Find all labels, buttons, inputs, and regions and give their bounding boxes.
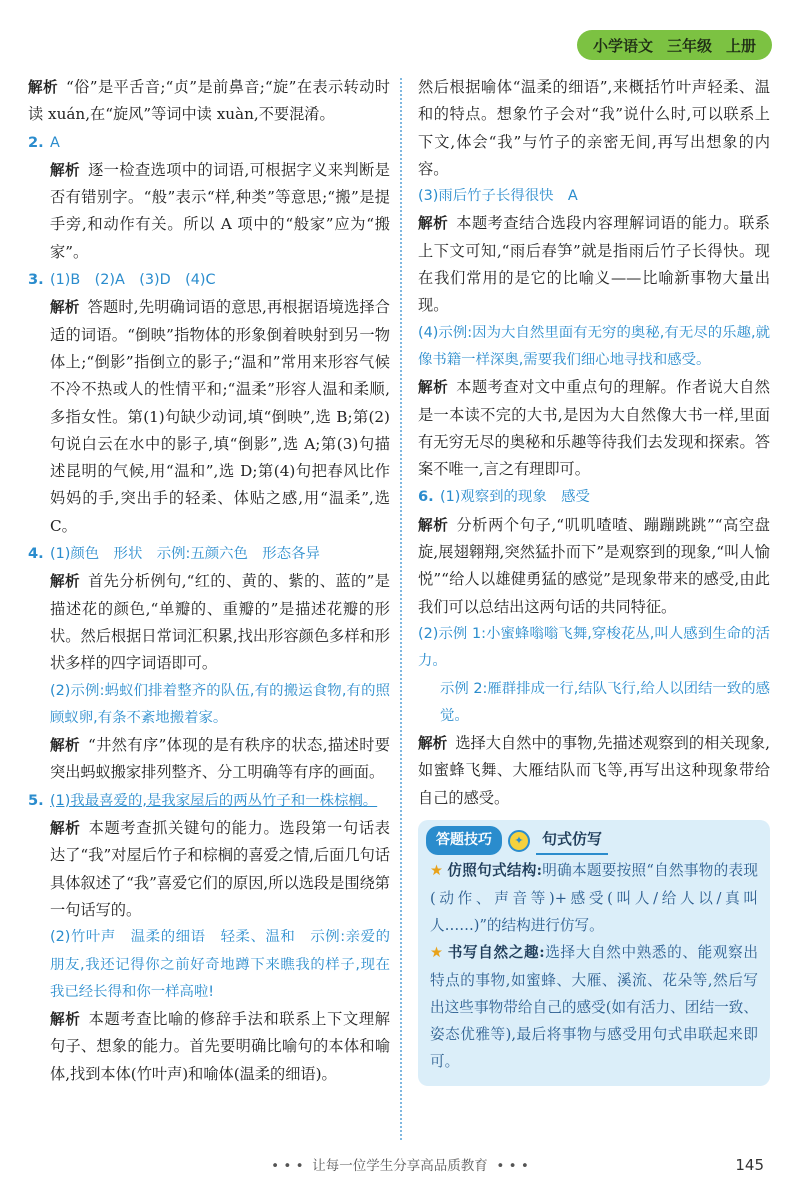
analysis-label: 解析 (50, 1011, 81, 1029)
column-divider (400, 78, 402, 1140)
question-5 (28, 787, 390, 1088)
analysis-paragraph (28, 74, 390, 129)
continued-text: 然后根据喻体“温柔的细语”,来概括竹叶声轻柔、温和的特点。想象竹子会对“我”说什么时,可以联系上下文,体会“我”与竹子的亲密无间,再写出想象的内容。 (418, 78, 770, 178)
star-icon: ★ (430, 944, 444, 962)
page-number: 145 (735, 1156, 764, 1174)
answer-text: (1)我最喜爱的,是我家屋后的两丛竹子和一株棕榈。 (50, 792, 378, 809)
tips-title: 句式仿写 (536, 826, 608, 855)
question-number: 3. (28, 271, 44, 289)
question-3 (28, 266, 390, 540)
analysis-text: “井然有序”体现的是有秩序的状态,描述时要突出蚂蚁搬家排列整齐、分工明确等有序的画面。 (50, 736, 390, 782)
analysis-label: 解析 (50, 299, 80, 317)
right-column (418, 74, 770, 1086)
footer-slogan (0, 1154, 800, 1174)
dots-left: • • • (271, 1158, 304, 1174)
answer-text: (1)B (2)A (3)D (4)C (50, 272, 216, 289)
analysis-text: “俗”是平舌音;“贞”是前鼻音;“旋”在表示转动时读 xuán,在“旋风”等词中读 xuàn,不要混淆。 (28, 78, 390, 124)
analysis-text: 逐一检查选项中的词语,可根据字义来判断是否有错别字。“般”表示“样,种类”等意思;“搬”是提手旁,和动作有关。所以 A 项中的“般家”应为“搬家”。 (50, 160, 390, 261)
analysis-label: 解析 (50, 820, 81, 838)
question-number: 4. (28, 545, 44, 563)
tips-badge: 答题技巧 (426, 826, 502, 855)
grade-label: 三年级 (666, 36, 712, 55)
analysis-text: 本题考查结合选段内容理解词语的能力。联系上下文可知,“雨后春笋”就是指雨后竹子长得快。现在我们常用的是它的比喻义——比喻新事物大量出现。 (418, 214, 770, 315)
analysis-text: 本题考查比喻的修辞手法和联系上下文理解句子、想象的能力。首先要明确比喻句的本体和喻体,找到本体(竹叶声)和喻体(温柔的细语)。 (50, 1010, 390, 1083)
slogan-text: 让每一位学生分享高品质教育 (312, 1158, 488, 1174)
tips-box (418, 820, 770, 1086)
answer-text: (4)示例:因为大自然里面有无穷的奥秘,有无尽的乐趣,就像书籍一样深奥,需要我们细心地寻找和感受。 (418, 324, 770, 368)
question-2 (28, 129, 390, 266)
analysis-text: 答题时,先明确词语的意思,再根据语境选择合适的词语。“倒映”指物体的形象倒着映射到另一物体上;“倒影”指倒立的影子;“温和”常用来形容气候不冷不热或人的性情平和;“温柔”形容人温和柔顺,多指女性。第(1)句缺少动词,填“倒映”,选 B;第(2)句说白云在水中的影子,填“倒影”,选 A;第(3)句描述昆明的气候,用“温和”,选 D;第(4)句把春风比作妈妈的手,突出手的轻柔、体贴之感,用“温柔”,选 C。 (50, 298, 390, 535)
tip-item: ★ 书写自然之趣:选择大自然中熟悉的、能观察出特点的事物,如蜜蜂、大雁、溪流、花朵等,然后写出这些事物带给自己的感受(如有活力、团结一致、姿态优雅等),最后将事物与感受用句式串联起来即可。 (430, 944, 758, 1071)
answer-text: A (50, 134, 60, 151)
question-6 (418, 483, 770, 812)
question-5-4 (418, 320, 770, 484)
lightbulb-icon: ✦ (508, 830, 530, 852)
subject-label: 小学语文 (592, 36, 653, 55)
star-icon: ★ (430, 862, 444, 880)
analysis-label: 解析 (50, 737, 81, 755)
answer-text: (1)颜色 形状 示例:五颜六色 形态各异 (50, 546, 320, 563)
analysis-label: 解析 (50, 161, 81, 179)
question-4 (28, 540, 390, 787)
analysis-text: 本题考查对文中重点句的理解。作者说大自然是一本读不完的大书,是因为大自然像大书一样,里面有无穷无尽的奥秘和乐趣等待我们去发现和探索。答案不唯一,言之有理即可。 (418, 378, 770, 479)
answer-text: (2)示例:蚂蚁们排着整齐的队伍,有的搬运食物,有的照顾蚁卵,有条不紊地搬着家。 (50, 682, 390, 726)
answer-text: (3)雨后竹子长得很快 A (418, 188, 578, 205)
analysis-text: 本题考查抓关键句的能力。选段第一句话表达了“我”对屋后竹子和棕榈的喜爱之情,后面几句话具体叙述了“我”喜爱它们的原因,所以选段是围绕第一句话写的。 (50, 819, 390, 919)
analysis-text: 首先分析例句,“红的、黄的、紫的、蓝的”是描述花的颜色,“单瓣的、重瓣的”是描述花瓣的形状。然后根据日常词汇积累,找出形容颜色多样和形状多样的四字词语即可。 (50, 572, 390, 673)
answer-text: 示例 2:雁群排成一行,结队飞行,给人以团结一致的感觉。 (440, 680, 770, 724)
analysis-label: 解析 (418, 379, 449, 397)
question-number: 6. (418, 488, 434, 506)
analysis-text: 分析两个句子,“叽叽喳喳、蹦蹦跳跳”“高空盘旋,展翅翱翔,突然猛扑而下”是观察到的现象,“叫人愉悦”“给人以雄健勇猛的感觉”是现象带来的感受,由此我们可以总结出这两句话的共同特征。 (418, 515, 770, 616)
tip-item: ★ 仿照句式结构:明确本题要按照“自然事物的表现(动作、声音等)+感受(叫人/给人以/真叫人……)”的结构进行仿写。 (430, 862, 758, 934)
answer-text: (1)观察到的现象 感受 (440, 489, 590, 506)
answer-text: (2)示例 1:小蜜蜂嗡嗡飞舞,穿梭花丛,叫人感到生命的活力。 (418, 625, 770, 670)
left-column (28, 74, 390, 1088)
analysis-label: 解析 (418, 735, 448, 753)
dots-right: • • • (496, 1158, 529, 1174)
question-number: 5. (28, 791, 44, 809)
analysis-label: 解析 (418, 516, 449, 534)
question-5-3 (418, 183, 770, 319)
analysis-label: 解析 (418, 215, 449, 233)
analysis-label: 解析 (50, 573, 81, 591)
header-tag (577, 30, 772, 60)
volume-label: 上册 (725, 36, 756, 55)
analysis-label: 解析 (28, 79, 59, 96)
question-number: 2. (28, 133, 44, 151)
analysis-text: 选择大自然中的事物,先描述观察到的相关现象,如蜜蜂飞舞、大雁结队而飞等,再写出这种现象带给自己的感受。 (418, 734, 770, 807)
answer-text: (2)竹叶声 温柔的细语 轻柔、温和 示例:亲爱的朋友,我还记得你之前好奇地蹲下来瞧我的样子,现在我已经长得和你一样高啦! (50, 929, 390, 1000)
tips-header (426, 826, 758, 855)
